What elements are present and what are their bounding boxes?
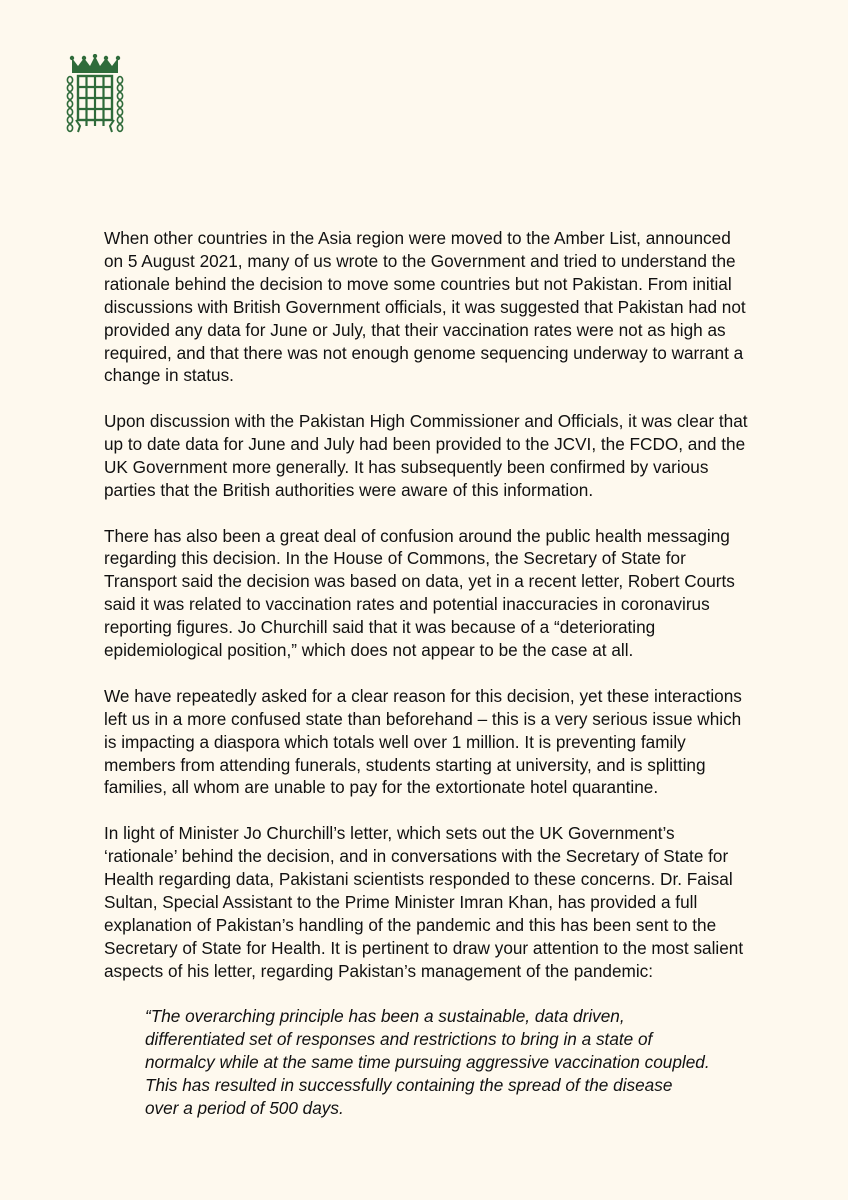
portcullis-crown-icon [64,54,126,134]
paragraph-impact-diaspora: We have repeatedly asked for a clear reason for this decision, yet these interactions left us in a more confused state than beforehand – this is a very serious issue which is impacting a diaspora which totals well over 1 million. It is preventing family members from attending funerals, students starting at university, and is splitting families, all whom are unable to pay for the extortionate hotel quarantine. [104,685,742,798]
paragraph-amber-list: When other countries in the Asia region were moved to the Amber List, announced on 5 August 2021, many of us wrote to the Government and tried to understand the rationale behind the decision to move some countries but not Pakistan. From initial discussions with British Government officials, it was suggested that Pakistan had not provided any data for June or July, that their vaccination rates were not as high as required, and that there was not enough genome sequencing underway to warrant a change in status. [104,228,746,386]
block-quote: “The overarching principle has been a sustainable, data driven, differentiated set of responses and restrictions to bring in a state of normalcy while at the same time pursuing aggressive vaccination coupled. This has resulted in successfully containing the spread of the disease over a period of 500 days. [145,1006,710,1118]
paragraph-churchill-letter: In light of Minister Jo Churchill’s letter, which sets out the UK Government’s ‘rationale’ behind the decision, and in conversations with the Secretary of State for Health regarding data, Pakistani scientists responded to these concerns. Dr. Faisal Sultan, Special Assistant to the Prime Minister Imran Khan, has provided a full explanation of Pakistan’s handling of the pandemic and this has been sent to the Secretary of State for Health. It is pertinent to draw your attention to the most salient aspects of his letter, regarding Pakistan’s management of the pandemic: [104,823,744,981]
letter-body [104,227,784,1120]
paragraph-high-commissioner: Upon discussion with the Pakistan High Commissioner and Officials, it was clear that up to date data for June and July had been provided to the JCVI, the FCDO, and the UK Government more generally. It has subsequently been confirmed by various parties that the British authorities were aware of this information. [104,411,748,500]
paragraph-messaging-confusion: There has also been a great deal of confusion around the public health messaging regarding this decision. In the House of Commons, the Secretary of State for Transport said the decision was based on data, yet in a recent letter, Robert Courts said it was related to vaccination rates and potential inaccuracies in coronavirus reporting figures. Jo Churchill said that it was because of a “deteriorating epidemiological position,” which does not appear to be the case at all. [104,525,735,661]
